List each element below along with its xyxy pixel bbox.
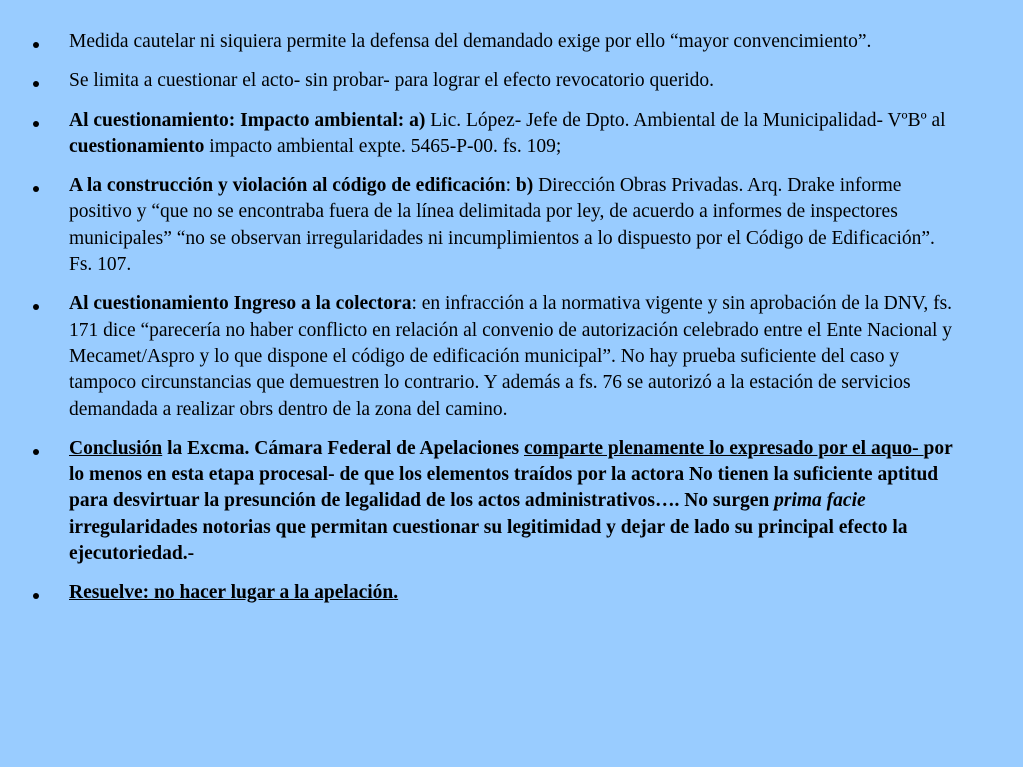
bullet-dot-icon — [33, 42, 39, 48]
bullet-dot-icon — [33, 593, 39, 599]
text-segment: Resuelve: no hacer lugar a la apelación. — [69, 582, 399, 604]
text-segment: : — [505, 175, 516, 197]
bullet-item — [0, 173, 1023, 278]
bullet-text — [69, 70, 714, 91]
text-segment: prima facie — [774, 490, 866, 512]
bullet-text — [69, 31, 871, 52]
bullet-list — [0, 29, 1023, 620]
bullet-item — [0, 68, 1023, 94]
bullet-dot-icon — [33, 81, 39, 87]
bullet-dot-icon — [33, 304, 39, 310]
text-segment: la Excma. Cámara Federal de Apelaciones — [162, 437, 524, 459]
text-segment: A la construcción y violación al código de edificación — [69, 175, 506, 197]
bullet-text — [69, 438, 952, 564]
text-segment: Al cuestionamiento Ingreso a la colectora — [69, 293, 412, 315]
bullet-item — [0, 108, 1023, 161]
bullet-text — [69, 582, 398, 603]
text-segment: Al cuestionamiento: Impacto ambiental: a) — [69, 109, 426, 131]
bullet-text — [69, 110, 946, 157]
text-segment: Medida cautelar ni siquiera permite la defensa del demandado exige por ello “mayor convencimiento”. — [69, 31, 872, 52]
bullet-dot-icon — [33, 449, 39, 455]
text-segment: Dirección Obras Privadas. Arq. Drake informe positivo y “que no se encontraba fuera de la línea delimitada por ley, de acuerdo a informes de inspectores municipales” “no se observan irregularidades ni incumplimientos a lo dispuesto por el Código de Edificación”. Fs. 107. — [69, 175, 935, 276]
text-segment: impacto ambiental expte. 5465-P-00. fs. 109; — [204, 135, 562, 157]
text-segment: : en infracción a la normativa vigente y sin aprobación de la DNV, fs. 171 dice “parecería no haber conflicto en relación al convenio de autorización celebrado entre el Ente Nacional y Mecamet/Aspro y lo que dispone el código de edificación municipal”. No hay prueba suficiente del caso y tampoco circunstancias que demuestren lo contrario. Y además a fs. 76 se autorizó a la estación de servicios demandada a realizar obrs dentro de la zona del camino. — [69, 293, 953, 420]
bullet-text — [69, 175, 935, 275]
bullet-dot-icon — [33, 186, 39, 192]
text-segment: por lo menos en esta etapa procesal- de que los elementos traídos por la actora No tienen la suficiente aptitud para desvirtuar la presunción de legalidad de los actos administrativos…. No surgen — [69, 437, 953, 512]
text-segment: Conclusión — [69, 437, 163, 459]
text-segment: b) — [515, 175, 534, 197]
bullet-item — [0, 291, 1023, 422]
bullet-item — [0, 29, 1023, 55]
text-segment: Se limita a cuestionar el acto- sin probar- para lograr el efecto revocatorio querido. — [69, 70, 714, 92]
bullet-dot-icon — [33, 121, 39, 127]
bullet-item — [0, 580, 1023, 606]
text-segment: comparte plenamente lo expresado por el aquo- — [523, 437, 924, 459]
text-segment: Lic. López- Jefe de Dpto. Ambiental de la Municipalidad- VºBº al — [425, 109, 946, 131]
bullet-text — [69, 293, 952, 419]
bullet-item — [0, 436, 1023, 567]
text-segment: cuestionamiento — [69, 135, 205, 157]
text-segment: irregularidades notorias que permitan cuestionar su legitimidad y dejar de lado su principal efecto la ejecutoriedad.- — [69, 516, 908, 565]
